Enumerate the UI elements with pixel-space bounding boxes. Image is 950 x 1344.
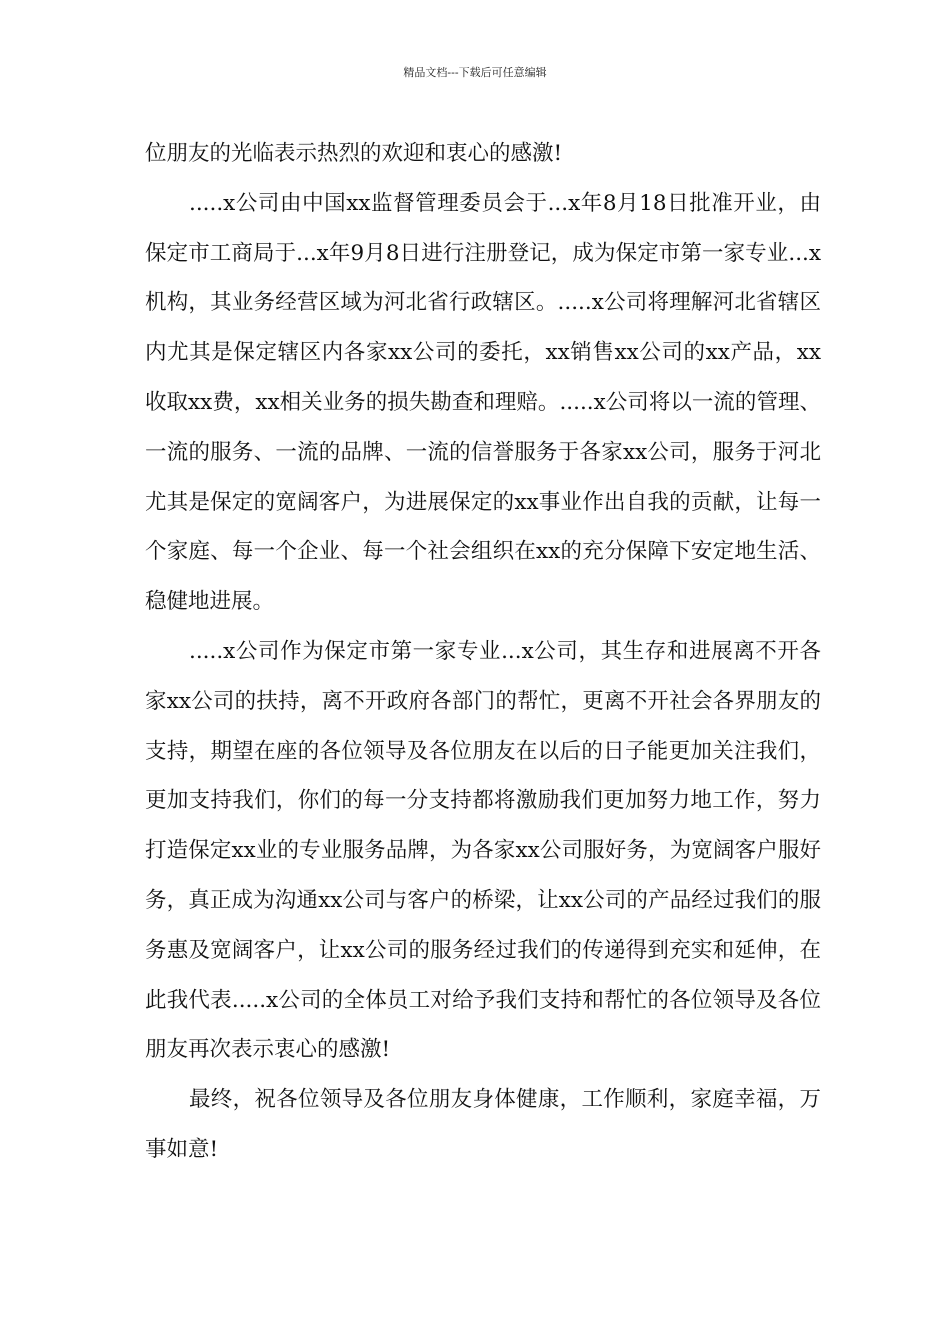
paragraph-thanks: .....x公司作为保定市第一家专业...x公司，其生存和进展离不开各家xx公司的扶持，离不开政府各部门的帮忙，更离不开社会各界朋友的支持，期望在座的各位领导及各位朋友在以后的日子能更加关注我们，更加支持我们，你们的每一分支持都将激励我们更加努力地工作，努力打造保定xx业的专业服务品牌，为各家xx公司服好务，为宽阔客户服好务，真正成为沟通xx公司与客户的桥梁，让xx公司的产品经过我们的服务惠及宽阔客户，让xx公司的服务经过我们的传递得到充实和延伸，在此我代表.....x公司的全体员工对给予我们支持和帮忙的各位领导及各位朋友再次表示衷心的感激! (145, 638, 821, 1063)
paragraph-closing: 最终，祝各位领导及各位朋友身体健康，工作顺利，家庭幸福，万事如意! (145, 1087, 821, 1162)
page-header: 精品文档---下载后可任意编辑 (403, 66, 547, 79)
paragraph-continuation: 位朋友的光临表示热烈的欢迎和衷心的感激! (145, 141, 563, 166)
document-body (145, 129, 821, 1175)
paragraph-company-intro: .....x公司由中国xx监督管理委员会于...x年8月18日批准开业，由保定市工商局于...x年9月8日进行注册登记，成为保定市第一家专业...x机构，其业务经营区域为河北省行政辖区。.....x公司将理解河北省辖区内尤其是保定辖区内各家xx公司的委托，xx销售xx公司的xx产品，xx收取xx费，xx相关业务的损失勘查和理赔。.....x公司将以一流的管理、一流的服务、一流的品牌、一流的信誉服务于各家xx公司，服务于河北尤其是保定的宽阔客户，为进展保定的xx事业作出自我的贡献，让每一个家庭、每一个企业、每一个社会组织在xx的充分保障下安定地生活、稳健地进展。 (145, 190, 821, 615)
